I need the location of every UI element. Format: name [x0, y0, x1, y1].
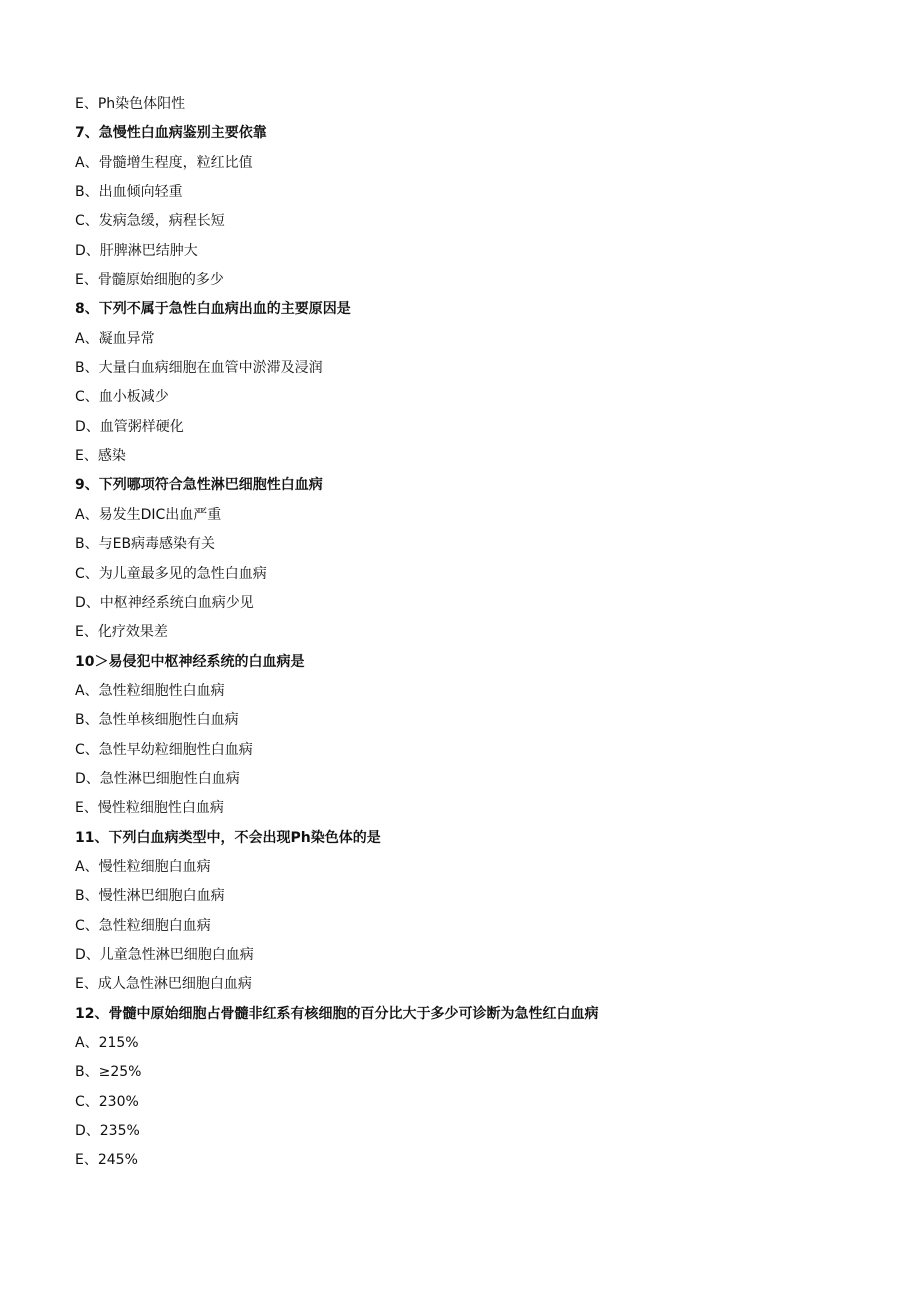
- document-page: [75, 90, 855, 1176]
- option-line: D、235%: [75, 1123, 140, 1140]
- option-line: B、≥25%: [75, 1064, 142, 1081]
- option-line: A、慢性粒细胞白血病: [75, 858, 211, 875]
- option-line: D、儿童急性淋巴细胞白血病: [75, 946, 254, 963]
- option-line: E、化疗效果差: [75, 624, 168, 641]
- option-line: B、与EB病毒感染有关: [75, 536, 216, 553]
- option-line: C、230%: [75, 1093, 139, 1110]
- question-line: 12、骨髓中原始细胞占骨髓非红系有核细胞的百分比大于多少可诊断为急性红白血病: [75, 1005, 599, 1022]
- option-line: A、易发生DIC出血严重: [75, 506, 222, 523]
- option-line: C、发病急缓，病程长短: [75, 213, 225, 230]
- question-line: 9、下列哪项符合急性淋巴细胞性白血病: [75, 477, 323, 494]
- option-line: B、大量白血病细胞在血管中淤滞及浸润: [75, 360, 323, 377]
- question-line: 7、急慢性白血病鉴别主要依靠: [75, 125, 267, 142]
- option-line: C、为儿童最多见的急性白血病: [75, 565, 267, 582]
- option-line: E、感染: [75, 448, 126, 465]
- option-line: C、血小板减少: [75, 389, 169, 406]
- option-line: A、骨髓增生程度，粒红比值: [75, 154, 253, 171]
- option-line: B、急性单核细胞性白血病: [75, 712, 239, 729]
- option-line: B、出血倾向轻重: [75, 184, 183, 201]
- question-line: 11、下列白血病类型中，不会出现Ph染色体的是: [75, 829, 381, 846]
- option-line: C、急性粒细胞白血病: [75, 917, 211, 934]
- option-line: D、中枢神经系统白血病少见: [75, 594, 254, 611]
- option-line: B、慢性淋巴细胞白血病: [75, 888, 225, 905]
- question-line: 8、下列不属于急性白血病出血的主要原因是: [75, 301, 351, 318]
- question-line: 10＞易侵犯中枢神经系统的白血病是: [75, 653, 305, 670]
- option-line: E、骨髓原始细胞的多少: [75, 272, 224, 289]
- option-line: D、急性淋巴细胞性白血病: [75, 770, 240, 787]
- option-line: D、血管粥样硬化: [75, 418, 184, 435]
- option-line: C、急性早幼粒细胞性白血病: [75, 741, 253, 758]
- option-line: A、急性粒细胞性白血病: [75, 682, 225, 699]
- option-line: E、慢性粒细胞性白血病: [75, 800, 224, 817]
- option-line: A、215%: [75, 1035, 139, 1051]
- option-line: D、肝脾淋巴结肿大: [75, 242, 198, 259]
- option-line: A、凝血异常: [75, 330, 155, 347]
- option-line: E、Ph染色体阳性: [75, 96, 186, 112]
- option-line: E、成人急性淋巴细胞白血病: [75, 976, 252, 993]
- option-line: E、245%: [75, 1152, 138, 1169]
